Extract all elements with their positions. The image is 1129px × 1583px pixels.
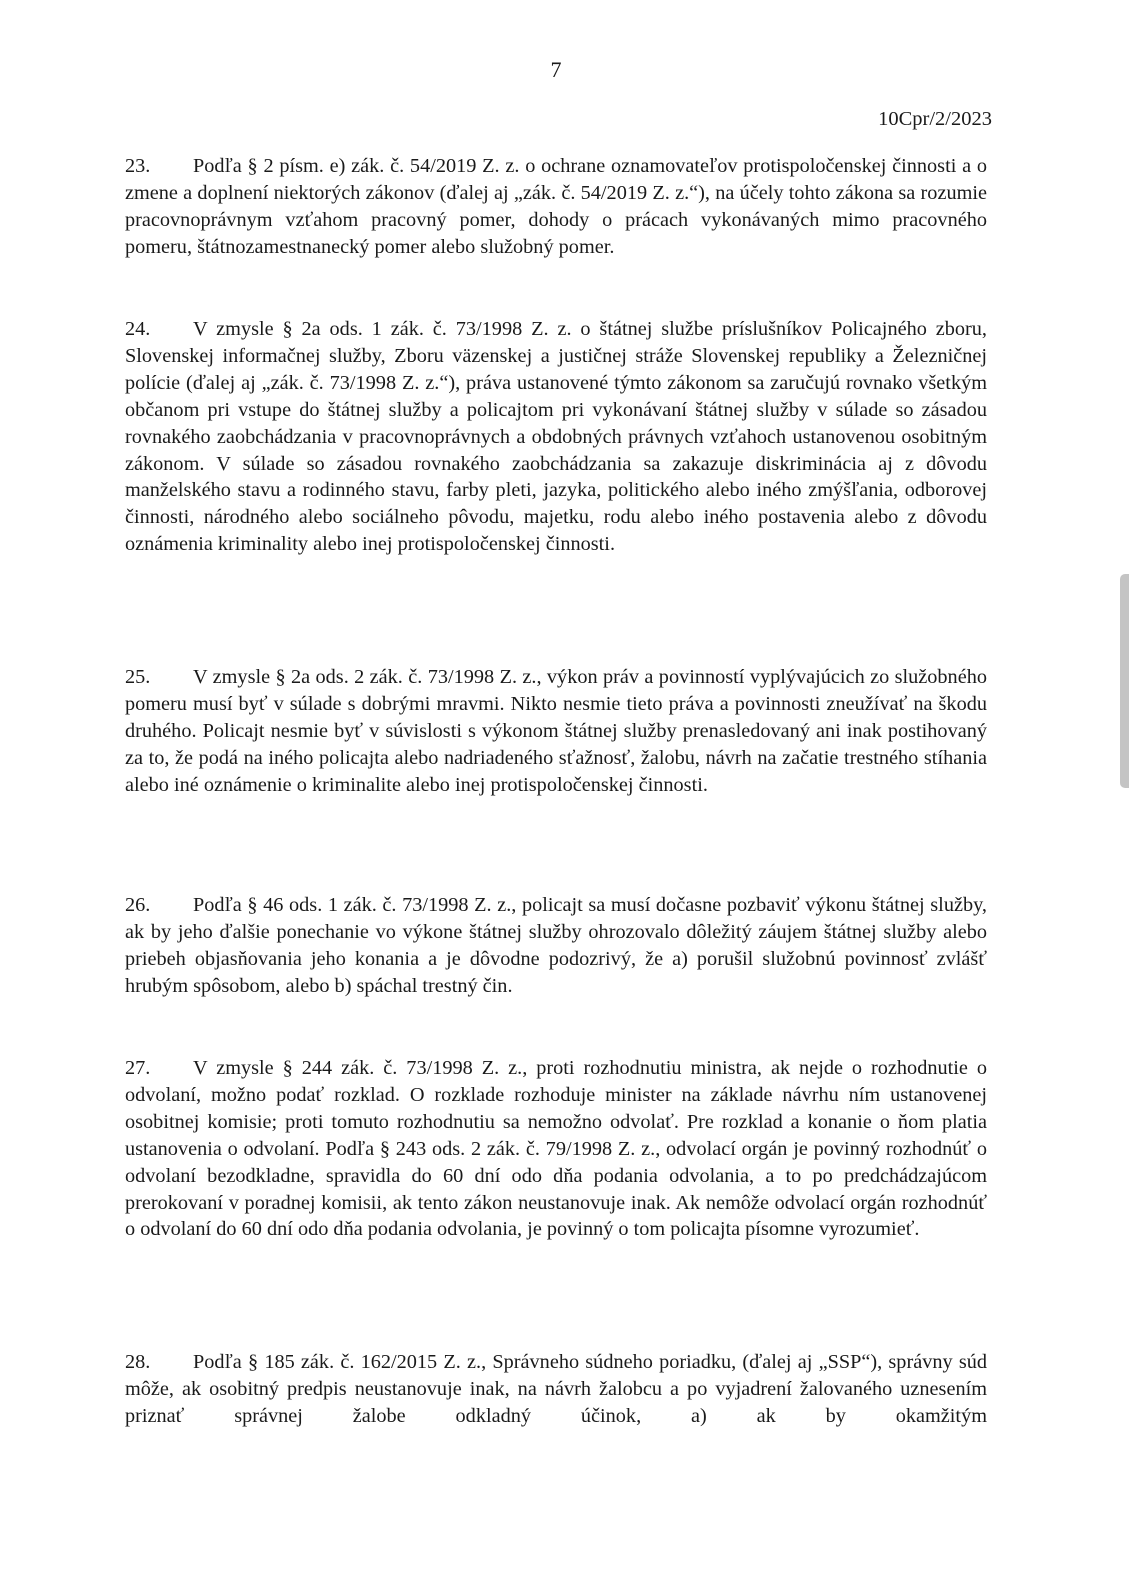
paragraph-text: Podľa § 185 zák. č. 162/2015 Z. z., Správneho súdneho poriadku, (ďalej aj „SSP“), správny súd môže, ak osobitný predpis neustanovuje inak, na návrh žalobcu a po vyjadrení žalovaného uznesením priznať správnej žalobe odkladný účinok, a) ak by okamžitým	[125, 1351, 987, 1427]
page-number: 7	[550, 57, 562, 82]
paragraph-23: 23. Podľa § 2 písm. e) zák. č. 54/2019 Z. z. o ochrane oznamovateľov protispoločenskej činnosti a o zmene a doplnení niektorých zákonov (ďalej aj „zák. č. 54/2019 Z. z.“), na účely tohto zákona sa rozumie pracovnoprávnym vzťahom pracovný pomer, dohody o prácach vykonávaných mimo pracovného pomeru, štátnozamestnanecký pomer alebo služobný pomer.	[125, 155, 987, 258]
paragraph-26: 26. Podľa § 46 ods. 1 zák. č. 73/1998 Z. z., policajt sa musí dočasne pozbaviť výkonu štátnej služby, ak by jeho ďalšie ponechanie vo výkone štátnej služby ohrozovalo dôležitý záujem štátnej služby alebo priebeh objasňovania jeho konania a je dôvodne podozrivý, že a) porušil služobnú povinnosť zvlášť hrubým spôsobom, alebo b) spáchal trestný čin.	[125, 894, 987, 997]
paragraph-24: 24. V zmysle § 2a ods. 1 zák. č. 73/1998 Z. z. o štátnej službe príslušníkov Policajného zboru, Slovenskej informačnej služby, Zboru väzenskej a justičnej stráže Slovenskej republiky a Železničnej polície (ďalej aj „zák. č. 73/1998 Z. z.“), práva ustanovené týmto zákonom sa zaručujú rovnako všetkým občanom pri vstupe do štátnej služby a policajtom pri vykonávaní štátnej služby v súlade so zásadou rovnakého zaobchádzania v pracovnoprávnych a obdobných právnych vzťahoch ustanovenou osobitným zákonom. V súlade so zásadou rovnakého zaobchádzania sa zakazuje diskriminácia aj z dôvodu manželského stavu a rodinného stavu, farby pleti, jazyka, politického alebo iného zmýšľania, odborovej činnosti, národného alebo sociálneho pôvodu, majetku, rodu alebo iného postavenia alebo z dôvodu oznámenia kriminality alebo inej protispoločenskej činnosti.	[125, 318, 987, 556]
paragraph-27: 27. V zmysle § 244 zák. č. 73/1998 Z. z., proti rozhodnutiu ministra, ak nejde o rozhodnutie o odvolaní, možno podať rozklad. O rozklade rozhoduje minister na základe návrhu ním ustanovenej osobitnej komisie; proti tomuto rozhodnutiu sa nemožno odvolať. Pre rozklad a konanie o ňom platia ustanovenia o odvolaní. Podľa § 243 ods. 2 zák. č. 79/1998 Z. z., odvolací orgán je povinný rozhodnúť o odvolaní bezodkladne, spravidla do 60 dní odo dňa podania odvolania, a to po predchádzajúcom prerokovaní v poradnej komisii, ak tento zákon neustanovuje inak. Ak nemôže odvolací orgán rozhodnúť o odvolaní do 60 dní odo dňa podania odvolania, je povinný o tom policajta písomne vyrozumieť.	[125, 1057, 987, 1241]
paragraph-text: V zmysle § 2a ods. 1 zák. č. 73/1998 Z. z. o štátnej službe príslušníkov Policajného zboru, Slovenskej informačnej služby, Zboru väzenskej a justičnej stráže Slovenskej republiky a Železničnej polície (ďalej aj „zák. č. 73/1998 Z. z.“), práva ustanovené týmto zákonom sa zaručujú rovnako všetkým občanom pri vstupe do štátnej služby a policajtom pri vykonávaní štátnej služby v súlade so zásadou rovnakého zaobchádzania v pracovnoprávnych a obdobných právnych vzťahoch ustanovenou osobitným zákonom. V súlade so zásadou rovnakého zaobchádzania sa zakazuje diskriminácia aj z dôvodu manželského stavu a rodinného stavu, farby pleti, jazyka, politického alebo iného zmýšľania, odborovej činnosti, národného alebo sociálneho pôvodu, majetku, rodu alebo iného postavenia alebo z dôvodu oznámenia kriminality alebo inej protispoločenskej činnosti.	[125, 318, 987, 556]
paragraph-28: 28. Podľa § 185 zák. č. 162/2015 Z. z., Správneho súdneho poriadku, (ďalej aj „SSP“), správny súd môže, ak osobitný predpis neustanovuje inak, na návrh žalobcu a po vyjadrení žalovaného uznesením priznať správnej žalobe odkladný účinok, a) ak by okamžitým	[125, 1351, 987, 1427]
scrollbar-thumb[interactable]	[1120, 574, 1129, 788]
case-number: 10Cpr/2/2023	[878, 108, 992, 130]
paragraph-25: 25. V zmysle § 2a ods. 2 zák. č. 73/1998 Z. z., výkon práv a povinností vyplývajúcich zo služobného pomeru musí byť v súlade s dobrými mravmi. Nikto nesmie tieto práva a povinnosti zneužívať na škodu druhého. Policajt nesmie byť v súvislosti s výkonom štátnej služby prenasledovaný ani inak postihovaný za to, že podá na iného policajta alebo nadriadeného sťažnosť, žalobu, návrh na začatie trestného stíhania alebo iné oznámenie o kriminalite alebo inej protispoločenskej činnosti.	[125, 666, 987, 796]
paragraph-text: Podľa § 2 písm. e) zák. č. 54/2019 Z. z. o ochrane oznamovateľov protispoločenskej činnosti a o zmene a doplnení niektorých zákonov (ďalej aj „zák. č. 54/2019 Z. z.“), na účely tohto zákona sa rozumie pracovnoprávnym vzťahom pracovný pomer, dohody o prácach vykonávaných mimo pracovného pomeru, štátnozamestnanecký pomer alebo služobný pomer.	[125, 155, 987, 258]
paragraph-text: V zmysle § 2a ods. 2 zák. č. 73/1998 Z. z., výkon práv a povinností vyplývajúcich zo služobného pomeru musí byť v súlade s dobrými mravmi. Nikto nesmie tieto práva a povinnosti zneužívať na škodu druhého. Policajt nesmie byť v súvislosti s výkonom štátnej služby prenasledovaný ani inak postihovaný za to, že podá na iného policajta alebo nadriadeného sťažnosť, žalobu, návrh na začatie trestného stíhania alebo iné oznámenie o kriminalite alebo inej protispoločenskej činnosti.	[125, 666, 987, 796]
paragraph-text: Podľa § 46 ods. 1 zák. č. 73/1998 Z. z., policajt sa musí dočasne pozbaviť výkonu štátnej služby, ak by jeho ďalšie ponechanie vo výkone štátnej služby ohrozovalo dôležitý záujem štátnej služby alebo priebeh objasňovania jeho konania a je dôvodne podozrivý, že a) porušil služobnú povinnosť zvlášť hrubým spôsobom, alebo b) spáchal trestný čin.	[125, 894, 987, 997]
paragraph-text: V zmysle § 244 zák. č. 73/1998 Z. z., proti rozhodnutiu ministra, ak nejde o rozhodnutie o odvolaní, možno podať rozklad. O rozklade rozhoduje minister na základe návrhu ním ustanovenej osobitnej komisie; proti tomuto rozhodnutiu sa nemožno odvolať. Pre rozklad a konanie o ňom platia ustanovenia o odvolaní. Podľa § 243 ods. 2 zák. č. 79/1998 Z. z., odvolací orgán je povinný rozhodnúť o odvolaní bezodkladne, spravidla do 60 dní odo dňa podania odvolania, a to po predchádzajúcom prerokovaní v poradnej komisii, ak tento zákon neustanovuje inak. Ak nemôže odvolací orgán rozhodnúť o odvolaní do 60 dní odo dňa podania odvolania, je povinný o tom policajta písomne vyrozumieť.	[125, 1057, 987, 1241]
